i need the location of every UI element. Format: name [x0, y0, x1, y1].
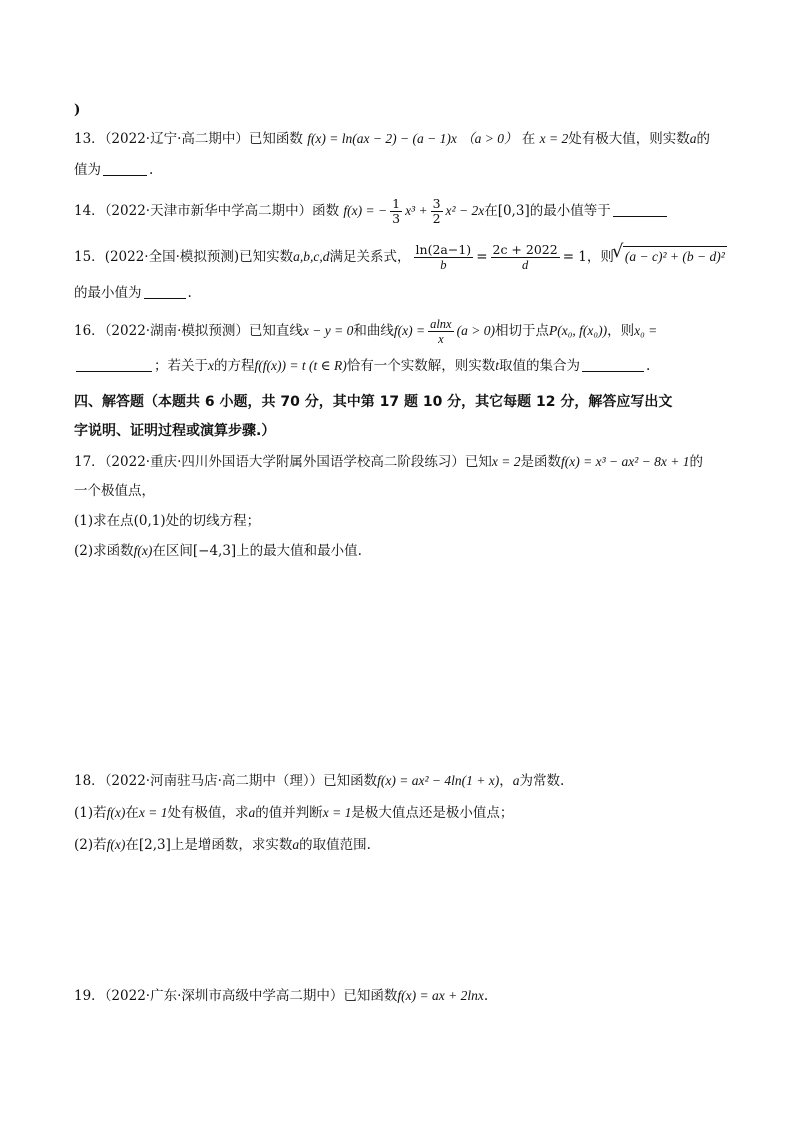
q15-sqrt-body: (a − c)² + (b − d)² [623, 246, 727, 267]
q15-frac1-den: b [440, 258, 447, 272]
question-15-line-1 [74, 243, 734, 272]
q15-sqrt [614, 246, 727, 267]
q15-number: 15． [74, 249, 105, 265]
question-17-line-2 [74, 481, 734, 501]
q18-p1-c: 处有极值，求 [167, 805, 249, 821]
q15-end: . [187, 285, 192, 301]
q16-equation: f(f(x)) = t (t ∈ R) [254, 358, 347, 373]
q18-p1-var: a [248, 805, 256, 820]
q15-frac2-num: 2c + 2022 [492, 242, 558, 257]
q17-p1-b: 处的切线方程； [165, 513, 261, 529]
q14-interval: [0,3] [497, 203, 530, 219]
q14-stem-c: 的最小值等于 [529, 203, 611, 219]
q16-stem-c: 相切于点 [494, 323, 549, 339]
question-17-part-1 [74, 511, 734, 531]
q17-point: x = 2 [491, 454, 521, 469]
q13-stem-a: 已知函数 [248, 131, 303, 147]
question-18-part-1 [74, 803, 734, 823]
question-16-line-2 [74, 356, 734, 376]
question-18-line-1 [74, 771, 734, 791]
question-14 [74, 197, 734, 226]
q18-p2-var: a [292, 837, 300, 852]
q16-frac-den: x [438, 332, 444, 346]
q15-source: (2022·全国·模拟预测) [104, 249, 240, 265]
q18-stem-a: 已知函数 [323, 773, 378, 789]
q17-p2-b: 在区间 [152, 543, 193, 559]
q17-line2: 一个极值点， [74, 483, 155, 499]
q18-function: f(x) = ax² − 4ln(1 + x) [377, 773, 500, 788]
q18-p2-c: 上是增函数，求实数 [170, 837, 293, 853]
q15-fraction-1 [414, 243, 474, 272]
q16-var-t: t [495, 358, 499, 373]
question-13-line-2 [74, 160, 734, 180]
q18-p2-d: 的取值范围. [299, 837, 371, 853]
q17-p1-a: (1)求在点 [74, 513, 134, 529]
q13-function: f(x) = ln(ax − 2) − (a − 1)x [307, 131, 457, 146]
q13-var: a [689, 131, 697, 146]
q16-f-lhs: f(x) = [393, 323, 426, 338]
question-18-part-2 [74, 835, 734, 855]
q17-p2-f: f(x) [133, 543, 153, 558]
q18-p1-x2: x = 1 [322, 805, 352, 820]
q18-p1-d: 的值并判断 [255, 805, 323, 821]
q13-answer-blank[interactable] [103, 161, 147, 176]
q16-cond: (a > 0) [456, 323, 495, 338]
question-17-line-1 [74, 452, 734, 472]
q16-line2-c: 恰有一个实数解，则实数 [346, 358, 496, 374]
q18-var: a [512, 773, 520, 788]
q17-stem-c: 的 [689, 454, 703, 470]
q16-line2-a: ；若关于 [154, 358, 208, 374]
q19-function: f(x) = ax + 2lnx [397, 988, 484, 1003]
q18-p2-interval: [2,3] [138, 837, 171, 853]
paren-text: ) [74, 102, 81, 118]
q14-frac2-num: 3 [432, 196, 441, 211]
q16-fraction [428, 317, 454, 346]
q18-p1-f: f(x) [106, 805, 126, 820]
q13-stem-c: 处有极大值，则实数 [568, 131, 690, 147]
q14-stem-b: 在 [484, 203, 498, 219]
q16-end: . [645, 358, 651, 374]
question-15-line-2 [74, 283, 734, 303]
q18-stem-c: 为常数. [519, 773, 565, 789]
q19-stem-a: 已知函数 [343, 988, 398, 1004]
q18-number: 18． [74, 773, 105, 789]
q16-answer-blank-2[interactable] [582, 357, 644, 372]
q18-p2-a: (2)若 [74, 837, 107, 853]
q19-number: 19． [74, 988, 105, 1004]
q16-x0: x₀ = [634, 323, 658, 338]
q17-p2-c: 上的最大值和最小值. [236, 543, 362, 559]
q18-p1-b: 在 [125, 805, 139, 821]
q14-fraction-2 [431, 197, 443, 226]
q18-p1-e: 是极大值点还是极小值点； [351, 805, 514, 821]
question-13-line-1 [74, 129, 734, 149]
q16-stem-d: ，则 [607, 323, 635, 339]
q14-term-2: x² − 2x [445, 203, 485, 218]
section-4-heading-line-2 [74, 421, 734, 441]
q18-source: （2022·河南驻马店·高二期中（理）） [104, 773, 324, 789]
q14-frac1-num: 1 [392, 196, 401, 211]
q16-point: P(x₀, f(x₀)) [548, 323, 608, 338]
q13-line2: 值为 [74, 162, 101, 178]
q15-frac2-den: d [521, 258, 529, 272]
q17-p1-point: (0,1) [133, 513, 166, 529]
q16-line2-d: 取值的集合为 [498, 358, 580, 374]
q13-condition: （a > 0） [461, 131, 518, 146]
q16-number: 16． [74, 323, 105, 339]
q18-p2-f: f(x) [106, 837, 126, 852]
q16-line2-b: 的方程 [214, 358, 255, 374]
q18-p1-x: x = 1 [138, 805, 168, 820]
question-17-part-2 [74, 541, 734, 561]
q15-line2: 的最小值为 [74, 285, 142, 301]
q18-p2-b: 在 [125, 837, 139, 853]
q16-answer-blank-1[interactable] [76, 357, 152, 372]
q18-p1-a: (1)若 [74, 805, 107, 821]
q16-var-x: x [208, 358, 214, 373]
q14-number: 14． [74, 203, 105, 219]
q15-vars: a,b,c,d [293, 249, 330, 264]
q17-stem-a: 已知 [464, 454, 492, 470]
question-19 [74, 986, 734, 1006]
q18-stem-b: ， [499, 773, 513, 789]
q19-end: . [483, 988, 489, 1004]
q14-stem-a: 函数 [312, 203, 340, 219]
q15-stem-b: 满足关系式， [329, 249, 411, 265]
q14-frac2-den: 2 [432, 211, 441, 226]
q17-source: （2022·重庆·四川外国语大学附属外国语学校高二阶段练习） [104, 454, 465, 470]
q15-stem-c: ，则 [586, 249, 614, 265]
q13-stem-b: 在 [521, 131, 536, 147]
q14-fraction-1 [390, 197, 402, 226]
q15-stem-a: 已知实数 [239, 249, 294, 265]
q17-p2-interval: [−4,3] [192, 543, 237, 559]
q13-number: 13． [74, 131, 105, 147]
q17-function: f(x) = x³ − ax² − 8x + 1 [561, 454, 690, 469]
q15-eq2: = 1 [562, 249, 587, 265]
q19-source: （2022·广东·深圳市高级中学高二期中） [104, 988, 344, 1004]
q16-source: （2022·湖南·模拟预测） [104, 323, 249, 339]
q13-stem-d: 的 [696, 131, 710, 147]
q15-eq1: = [476, 249, 488, 265]
q17-number: 17． [74, 454, 105, 470]
q17-p2-a: (2)求函数 [74, 543, 134, 559]
q14-answer-blank[interactable] [613, 202, 667, 217]
q13-end: . [149, 162, 154, 178]
q16-stem-a: 已知直线 [248, 323, 303, 339]
q16-stem-b: 和曲线 [353, 323, 394, 339]
section-4-text-1: 四、解答题（本题共 6 小题，共 70 分，其中第 17 题 10 分，其它每题 12 分，解答应写出文 [74, 394, 673, 410]
q16-frac-num: alnx [430, 317, 452, 331]
q14-source: （2022·天津市新华中学高二期中） [104, 203, 313, 219]
q15-answer-blank[interactable] [144, 284, 186, 299]
q13-point: x = 2 [539, 131, 569, 146]
q15-fraction-2 [491, 243, 560, 272]
section-4-heading-line-1 [74, 392, 734, 412]
q15-frac1-num: ln(2a−1) [415, 242, 472, 257]
top-paren [74, 100, 734, 120]
question-16-line-1 [74, 317, 734, 346]
q14-frac1-den: 3 [392, 211, 401, 226]
section-4-text-2: 字说明、证明过程或演算步骤.） [74, 423, 276, 439]
q13-source: （2022·辽宁·高二期中） [104, 131, 249, 147]
q16-line-eq: x − y = 0 [302, 323, 354, 338]
q17-stem-b: 是函数 [520, 454, 561, 470]
q14-term-1: x³ + [405, 203, 428, 218]
q14-f-lhs: f(x) = − [343, 203, 388, 218]
